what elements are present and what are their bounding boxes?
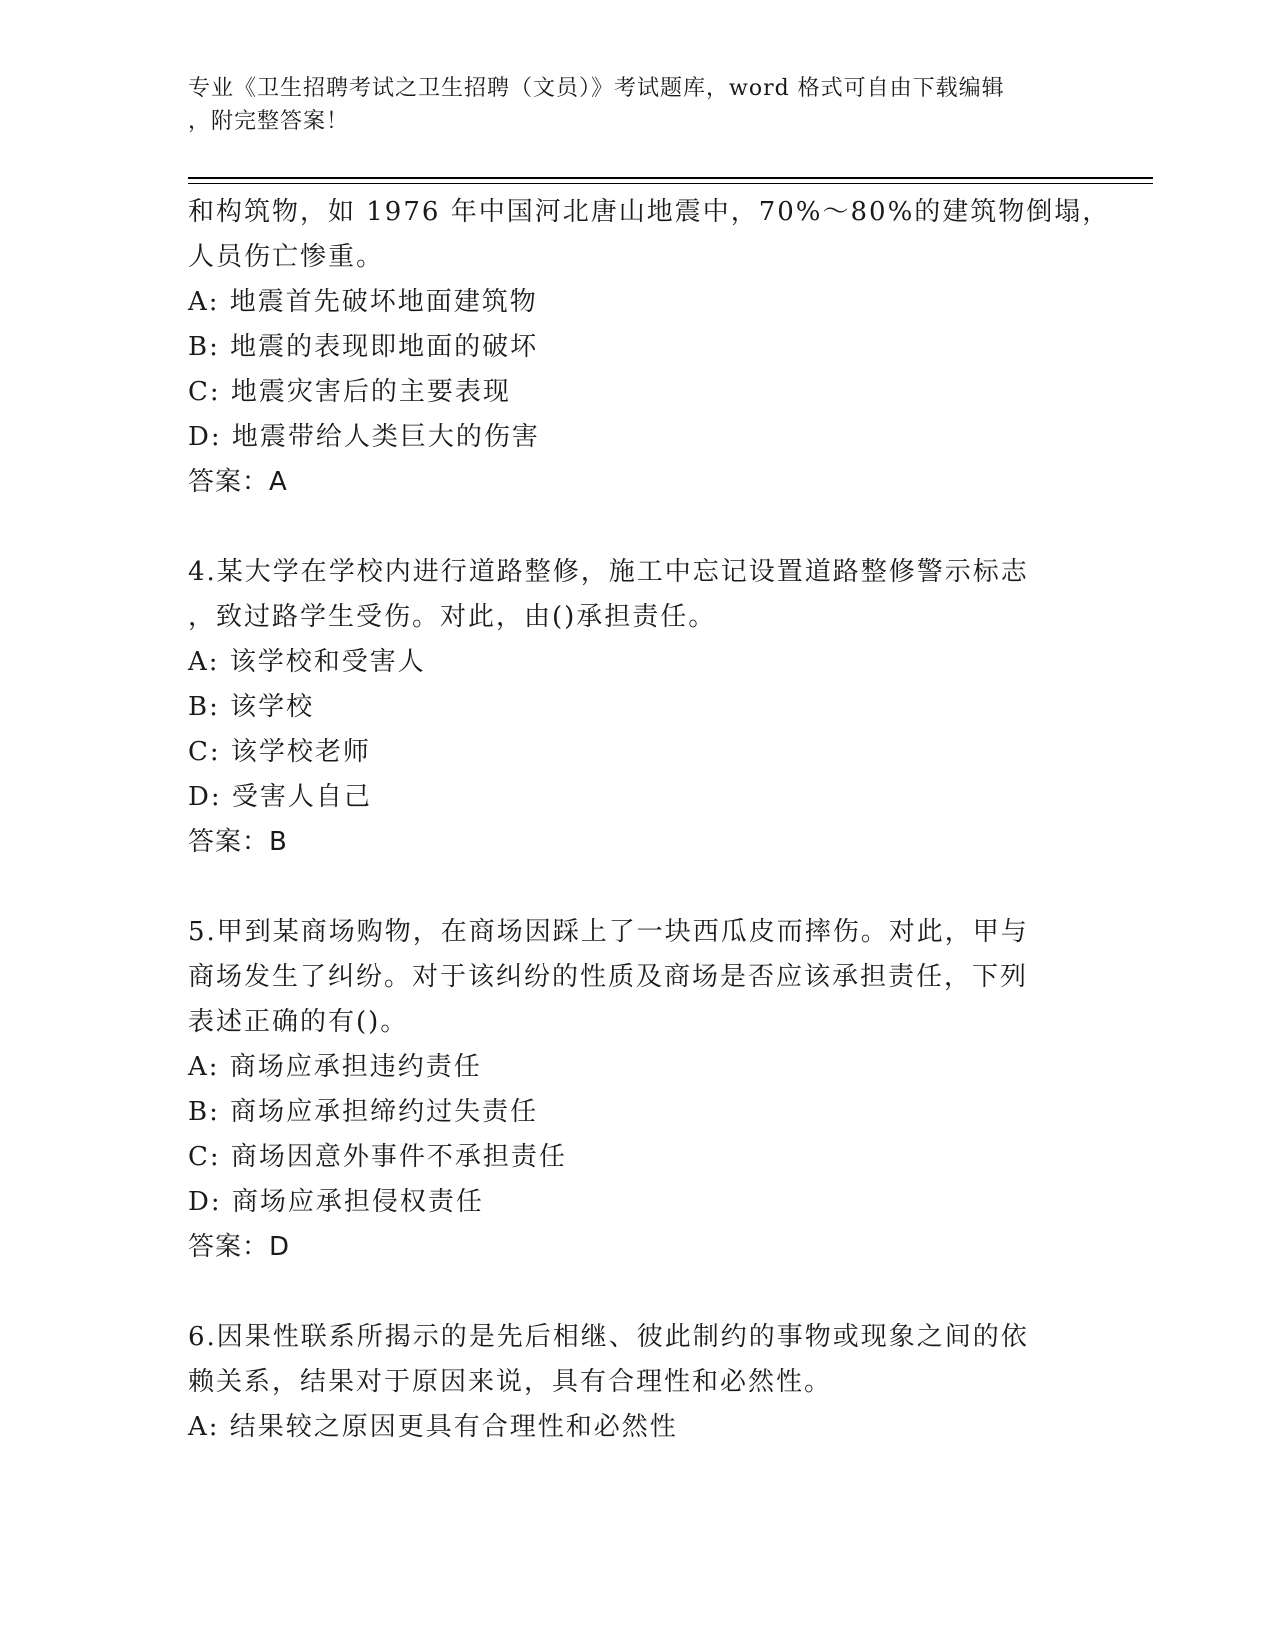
option-a: A: 结果较之原因更具有合理性和必然性 <box>188 1412 678 1442</box>
option-b: B: 商场应承担缔约过失责任 <box>188 1097 539 1127</box>
spacer <box>188 1270 1068 1315</box>
question-text-line: 商场发生了纠纷。对于该纠纷的性质及商场是否应该承担责任，下列 <box>188 962 1029 992</box>
question-text-line: 人员伤亡惨重。 <box>188 242 385 272</box>
option-c: C: 该学校老师 <box>188 737 371 767</box>
option-b: B: 该学校 <box>188 692 315 722</box>
header-divider-thick <box>188 177 1153 179</box>
question-5 <box>188 910 1068 1270</box>
answer-line: 答案：B <box>188 827 288 857</box>
question-6 <box>188 1315 1068 1450</box>
option-c: C: 商场因意外事件不承担责任 <box>188 1142 567 1172</box>
header-line-1: 专业《卫生招聘考试之卫生招聘（文员）》考试题库，word 格式可自由下载编辑 <box>188 76 1005 101</box>
option-a: A: 商场应承担违约责任 <box>188 1052 482 1082</box>
question-text-line: 表述正确的有()。 <box>188 1007 409 1037</box>
document-header <box>188 72 1068 138</box>
option-a: A: 该学校和受害人 <box>188 647 426 677</box>
question-text-line: 和构筑物，如 1976 年中国河北唐山地震中，70%～80%的建筑物倒塌， <box>188 197 1111 227</box>
spacer <box>188 505 1068 550</box>
question-text-line: 6.因果性联系所揭示的是先后相继、彼此制约的事物或现象之间的依 <box>188 1322 1029 1352</box>
option-a: A: 地震首先破坏地面建筑物 <box>188 287 538 317</box>
option-d: D: 商场应承担侵权责任 <box>188 1187 484 1217</box>
question-3-continued <box>188 190 1111 505</box>
question-text-line: 5.甲到某商场购物，在商场因踩上了一块西瓜皮而摔伤。对此，甲与 <box>188 917 1029 947</box>
option-d: D: 受害人自己 <box>188 782 372 812</box>
header-divider-thin <box>188 183 1153 184</box>
option-d: D: 地震带给人类巨大的伤害 <box>188 422 540 452</box>
question-text-line: 4.某大学在学校内进行道路整修，施工中忘记设置道路整修警示标志 <box>188 557 1029 587</box>
answer-line: 答案：A <box>188 467 288 497</box>
question-4 <box>188 550 1068 865</box>
answer-line: 答案：D <box>188 1232 291 1262</box>
option-c: C: 地震灾害后的主要表现 <box>188 377 511 407</box>
header-line-2: ，附完整答案！ <box>188 109 350 134</box>
question-text-line: ，致过路学生受伤。对此，由()承担责任。 <box>188 602 717 632</box>
question-text-line: 赖关系，结果对于原因来说，具有合理性和必然性。 <box>188 1367 833 1397</box>
question-list <box>188 190 1111 1450</box>
option-b: B: 地震的表现即地面的破坏 <box>188 332 539 362</box>
spacer <box>188 865 1068 910</box>
